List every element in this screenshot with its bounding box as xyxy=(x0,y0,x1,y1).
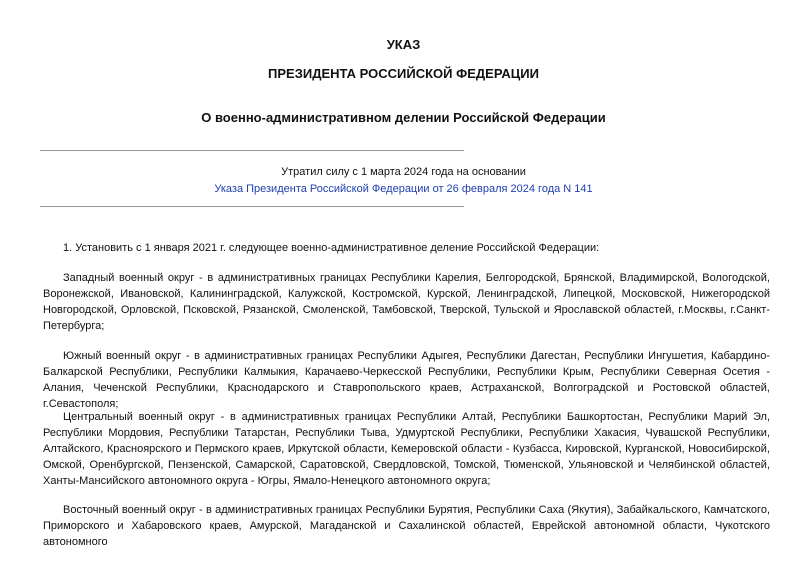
issuer-heading: ПРЕЗИДЕНТА РОССИЙСКОЙ ФЕДЕРАЦИИ xyxy=(268,66,539,81)
notice-divider-top xyxy=(40,150,464,151)
repeal-decree-link[interactable]: Указа Президента Российской Федерации от 26 февраля 2024 года N 141 xyxy=(214,183,593,195)
document-title: О военно-административном делении Российской Федерации xyxy=(201,110,606,125)
paragraph-item-1: 1. Установить с 1 января 2021 г. следующее военно-административное деление Российской Федерации: xyxy=(63,242,600,254)
repeal-notice: Утратил силу с 1 марта 2024 года на основании xyxy=(281,166,526,178)
paragraph-eastern-district: Восточный военный округ - в административных границах Республики Бурятия, Республики Саха (Якутия), Забайкальского, Камчатского, Приморского и Хабаровского краев, Амурской, Магаданской и Сахалинской областей, Еврейской автономной области, Чукотского автономного xyxy=(43,504,770,548)
decree-heading: УКАЗ xyxy=(386,37,421,52)
paragraph-southern-district: Южный военный округ - в административных границах Республики Адыгея, Республики Дагестан, Республики Ингушетия, Кабардино-Балкарской Республики, Республики Калмыкия, Карачаево-Черкесской Республики, Республики Крым, Республики Северная Осетия - Алания, Чеченской Республики, Краснодарского и Ставропольского краев, Астраханской, Волгоградской и Ростовской областей, г.Севастополя; xyxy=(43,350,770,410)
paragraph-western-district: Западный военный округ - в административных границах Республики Карелия, Белгородской, Брянской, Владимирской, Вологодской, Воронежской, Ивановской, Калининградской, Калужской, Костромской, Курской, Ленинградской, Липецкой, Московской, Нижегородской Новгородской, Орловской, Псковской, Рязанской, Смоленской, Тамбовской, Тверской, Тульской и Ярославской областей, г.Москвы, г.Санкт-Петербурга; xyxy=(43,272,770,332)
paragraph-central-district: Центральный военный округ - в административных границах Республики Алтай, Республики Башкортостан, Республики Марий Эл, Республики Мордовия, Республики Татарстан, Республики Тыва, Удмуртской Республики, Республики Хакасия, Чувашской Республики, Алтайского, Красноярского и Пермского краев, Иркутской области, Кемеровской области - Кузбасса, Кировской, Курганской, Новосибирской, Омской, Оренбургской, Пензенской, Самарской, Саратовской, Свердловской, Томской, Тюменской, Ульяновской и Челябинской областей, Ханты-Мансийского автономного округа - Югры, Ямало-Ненецкого автономного округа; xyxy=(43,411,770,487)
notice-divider-bottom xyxy=(40,206,464,207)
